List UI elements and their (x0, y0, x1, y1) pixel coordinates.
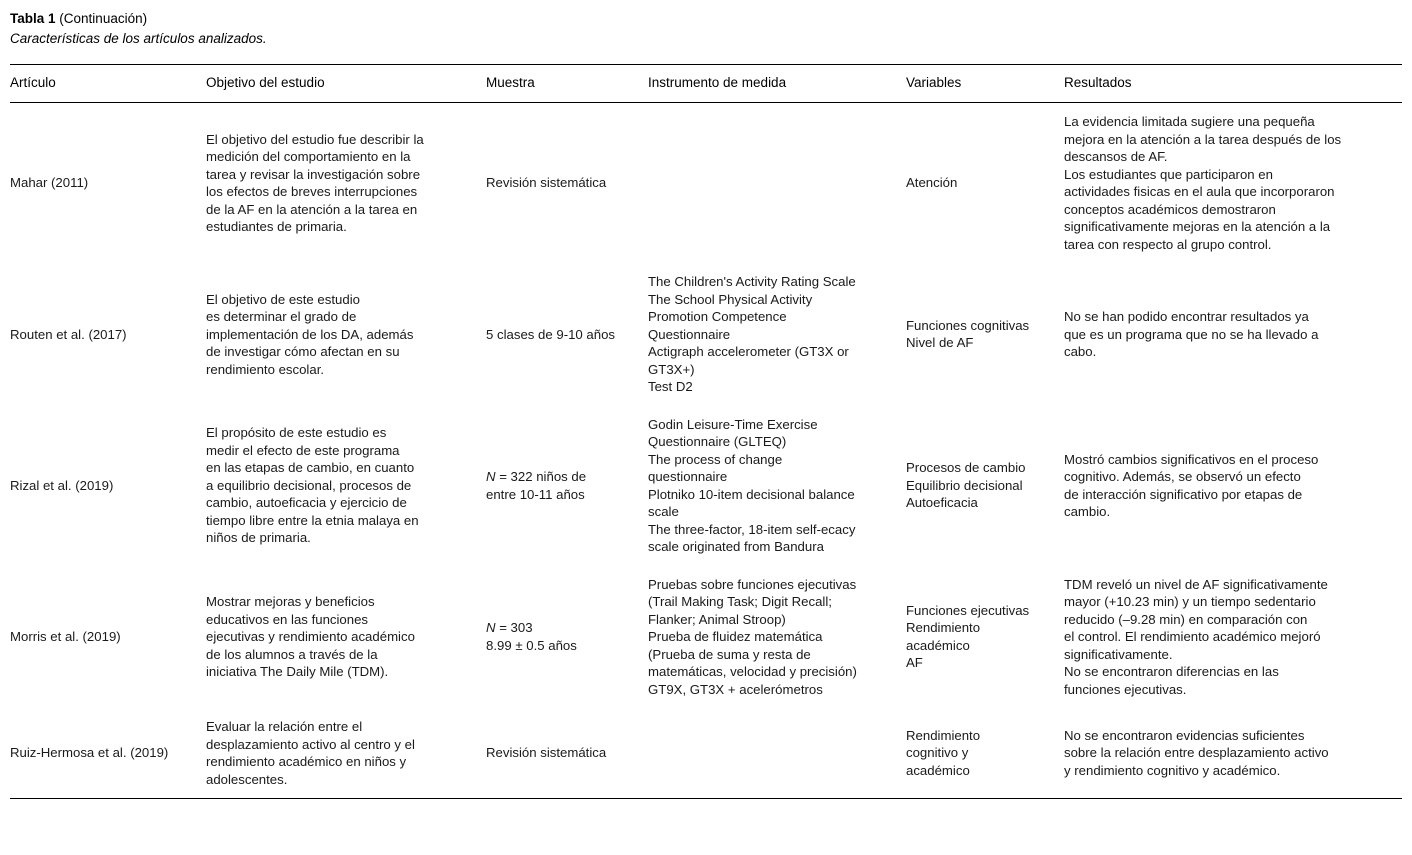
cell-instrumento (648, 566, 906, 709)
cell-line: estudiantes de primaria. (206, 219, 347, 234)
cell-line: cognitivo y (906, 745, 969, 761)
cell-articulo (10, 708, 206, 799)
articles-table (10, 64, 1402, 799)
cell-line: de interacción significativo por etapas de (1064, 486, 1303, 502)
cell-line: Autoeficacia (906, 495, 978, 511)
column-header-variables: Variables (906, 65, 1064, 103)
cell-instrumento (648, 263, 906, 406)
cell-line: (Prueba de suma y resta de (648, 646, 811, 662)
cell-line: académico (906, 762, 970, 778)
cell-line: Questionnaire (GLTEQ) (648, 434, 787, 449)
cell-line: actividades fisicas en el aula que incorporaron (1064, 184, 1335, 199)
cell-line: questionnaire (648, 469, 728, 484)
cell-line: mejora en la atención a la tarea después de los (1064, 131, 1342, 147)
table-caption (10, 0, 1402, 48)
cell-line: Mahar (2011) (10, 175, 89, 191)
cell-objetivo (206, 263, 486, 406)
cell-line: tarea con respecto al grupo control. (1064, 236, 1272, 252)
cell-line: N = 322 niños de (486, 469, 587, 484)
cell-line: Rendimiento (906, 727, 981, 743)
cell-line: cabo. (1064, 344, 1097, 359)
cell-objetivo (206, 708, 486, 799)
table-subtitle: Características de los artículos analizados. (10, 31, 267, 46)
cell-line: el control. El rendimiento académico mejoró (1064, 629, 1321, 644)
cell-resultados (1064, 103, 1402, 264)
cell-resultados (1064, 566, 1402, 709)
cell-line: adolescentes. (206, 771, 288, 787)
cell-line: de investigar cómo afectan en su (206, 344, 400, 359)
table-row (10, 406, 1402, 566)
cell-line: medir el efecto de este programa (206, 442, 400, 458)
cell-line: niños de primaria. (206, 530, 311, 546)
cell-articulo (10, 406, 206, 566)
column-header-muestra: Muestra (486, 65, 648, 103)
cell-line: de los alumnos a través de la (206, 646, 378, 662)
cell-line: mayor (+10.23 min) y un tiempo sedentario (1064, 594, 1316, 609)
cell-line: (Trail Making Task; Digit Recall; (648, 594, 832, 609)
cell-line: El objetivo del estudio fue describir la (206, 131, 424, 147)
cell-line: matemáticas, velocidad y precisión) (648, 664, 857, 679)
cell-line: No se han podido encontrar resultados ya (1064, 309, 1309, 324)
cell-line: medición del comportamiento en la (206, 149, 411, 164)
cell-line: Flanker; Animal Stroop) (648, 611, 786, 627)
sample-size-symbol: N (486, 469, 496, 484)
cell-resultados (1064, 406, 1402, 566)
cell-line: entre 10-11 años (486, 486, 585, 502)
cell-line: tiempo libre entre la etnia malaya en (206, 512, 419, 528)
cell-line: y rendimiento cognitivo y académico. (1064, 762, 1281, 778)
cell-line: scale (648, 504, 679, 519)
cell-line: Rendimiento (906, 620, 981, 636)
cell-line: de la AF en la atención a la tarea en (206, 201, 418, 217)
cell-articulo (10, 566, 206, 709)
cell-line: los efectos de breves interrupciones (206, 184, 418, 199)
cell-line: es determinar el grado de (206, 309, 357, 324)
table-row (10, 263, 1402, 406)
cell-variables (906, 566, 1064, 709)
column-header-articulo: Artículo (10, 65, 206, 103)
cell-line: sobre la relación entre desplazamiento activo (1064, 745, 1329, 761)
table-caption-title (10, 10, 1402, 28)
cell-line: Evaluar la relación entre el (206, 719, 363, 734)
cell-instrumento (648, 103, 906, 264)
cell-muestra (486, 566, 648, 709)
cell-line: Mostró cambios significativos en el proceso (1064, 451, 1319, 467)
cell-line: implementación de los DA, además (206, 326, 414, 342)
cell-line: Ruiz-Hermosa et al. (2019) (10, 745, 169, 761)
cell-line: Prueba de fluidez matemática (648, 629, 823, 644)
cell-line: AF (906, 655, 923, 671)
cell-line: Atención (906, 175, 958, 191)
cell-line: académico (906, 637, 970, 653)
cell-articulo (10, 263, 206, 406)
cell-resultados (1064, 708, 1402, 799)
cell-line: Nivel de AF (906, 335, 974, 351)
cell-line: reducido (–9.28 min) en comparación con (1064, 611, 1308, 627)
cell-line: Questionnaire (648, 326, 731, 342)
cell-line: The three-factor, 18-item self-ecacy (648, 521, 856, 537)
cell-line: funciones ejecutivas. (1064, 681, 1187, 697)
table-number: Tabla 1 (10, 11, 56, 26)
cell-articulo (10, 103, 206, 264)
cell-line: No se encontraron evidencias suficientes (1064, 727, 1305, 743)
cell-line: cambio. (1064, 504, 1111, 519)
cell-line: The Children's Activity Rating Scale (648, 274, 856, 289)
sample-size-symbol: N (486, 620, 496, 636)
cell-line: Promotion Competence (648, 309, 787, 324)
cell-line: GT9X, GT3X + acelerómetros (648, 681, 823, 697)
cell-line: TDM reveló un nivel de AF significativamente (1064, 576, 1328, 592)
cell-line: Funciones cognitivas (906, 317, 1030, 333)
cell-line: rendimiento académico en niños y (206, 754, 407, 769)
cell-line: desplazamiento activo al centro y el (206, 736, 415, 752)
table-header (10, 65, 1402, 103)
cell-muestra (486, 263, 648, 406)
table-continuation-label: (Continuación) (59, 11, 148, 26)
cell-variables (906, 103, 1064, 264)
cell-line: que es un programa que no se ha llevado a (1064, 326, 1319, 342)
table-header-row (10, 65, 1402, 103)
cell-line: Test D2 (648, 379, 693, 394)
cell-line: descansos de AF. (1064, 149, 1168, 164)
cell-line: Actigraph accelerometer (GT3X or (648, 344, 849, 359)
cell-objetivo (206, 566, 486, 709)
cell-line: Plotniko 10-item decisional balance (648, 486, 855, 502)
cell-line: El objetivo de este estudio (206, 291, 360, 307)
cell-line: GT3X+) (648, 361, 695, 377)
cell-line: La evidencia limitada sugiere una pequeña (1064, 114, 1315, 129)
cell-line: The School Physical Activity (648, 291, 813, 307)
cell-instrumento (648, 708, 906, 799)
cell-line: ejecutivas y rendimiento académico (206, 629, 415, 644)
table-row (10, 566, 1402, 709)
cell-line: scale originated from Bandura (648, 539, 824, 554)
cell-line: iniciativa The Daily Mile (TDM). (206, 664, 389, 679)
column-header-objetivo: Objetivo del estudio (206, 65, 486, 103)
cell-line: en las etapas de cambio, en cuanto (206, 460, 415, 476)
cell-line: 5 clases de 9-10 años (486, 326, 616, 342)
cell-objetivo (206, 406, 486, 566)
cell-line: 8.99 ± 0.5 años (486, 637, 577, 653)
cell-line: cognitivo. Además, se observó un efecto (1064, 469, 1301, 484)
cell-line: Funciones ejecutivas (906, 602, 1030, 618)
cell-line: rendimiento escolar. (206, 361, 325, 377)
table-body (10, 103, 1402, 799)
cell-line: cambio, autoeficacia y ejercicio de (206, 495, 407, 511)
cell-line: Mostrar mejoras y beneficios (206, 594, 375, 609)
cell-line: significativamente. (1064, 646, 1173, 662)
cell-resultados (1064, 263, 1402, 406)
cell-line: El propósito de este estudio es (206, 425, 387, 441)
cell-instrumento (648, 406, 906, 566)
cell-variables (906, 263, 1064, 406)
cell-line: Godin Leisure-Time Exercise (648, 416, 818, 432)
cell-line: Revisión sistemática (486, 175, 607, 191)
cell-line: Equilibrio decisional (906, 477, 1023, 493)
column-header-resultados: Resultados (1064, 65, 1402, 103)
cell-line: Revisión sistemática (486, 745, 607, 761)
cell-muestra (486, 103, 648, 264)
cell-line: Los estudiantes que participaron en (1064, 166, 1273, 182)
column-header-instrumento: Instrumento de medida (648, 65, 906, 103)
cell-variables (906, 708, 1064, 799)
cell-line: N = 303 (486, 620, 533, 636)
cell-line: No se encontraron diferencias en las (1064, 664, 1279, 679)
table-row (10, 708, 1402, 799)
cell-line: Procesos de cambio (906, 460, 1026, 476)
cell-line: educativos en las funciones (206, 611, 369, 627)
cell-variables (906, 406, 1064, 566)
table-row (10, 103, 1402, 264)
cell-line: Pruebas sobre funciones ejecutivas (648, 576, 857, 592)
cell-line: Morris et al. (2019) (10, 629, 121, 644)
cell-line: a equilibrio decisional, procesos de (206, 477, 412, 493)
cell-line: Routen et al. (2017) (10, 326, 127, 342)
cell-line: significativamente mejoras en la atención a la (1064, 219, 1331, 234)
cell-muestra (486, 406, 648, 566)
cell-line: The process of change (648, 451, 783, 467)
cell-objetivo (206, 103, 486, 264)
cell-line: Rizal et al. (2019) (10, 477, 114, 493)
cell-line: conceptos académicos demostraron (1064, 201, 1276, 217)
cell-muestra (486, 708, 648, 799)
cell-line: tarea y revisar la investigación sobre (206, 166, 421, 182)
